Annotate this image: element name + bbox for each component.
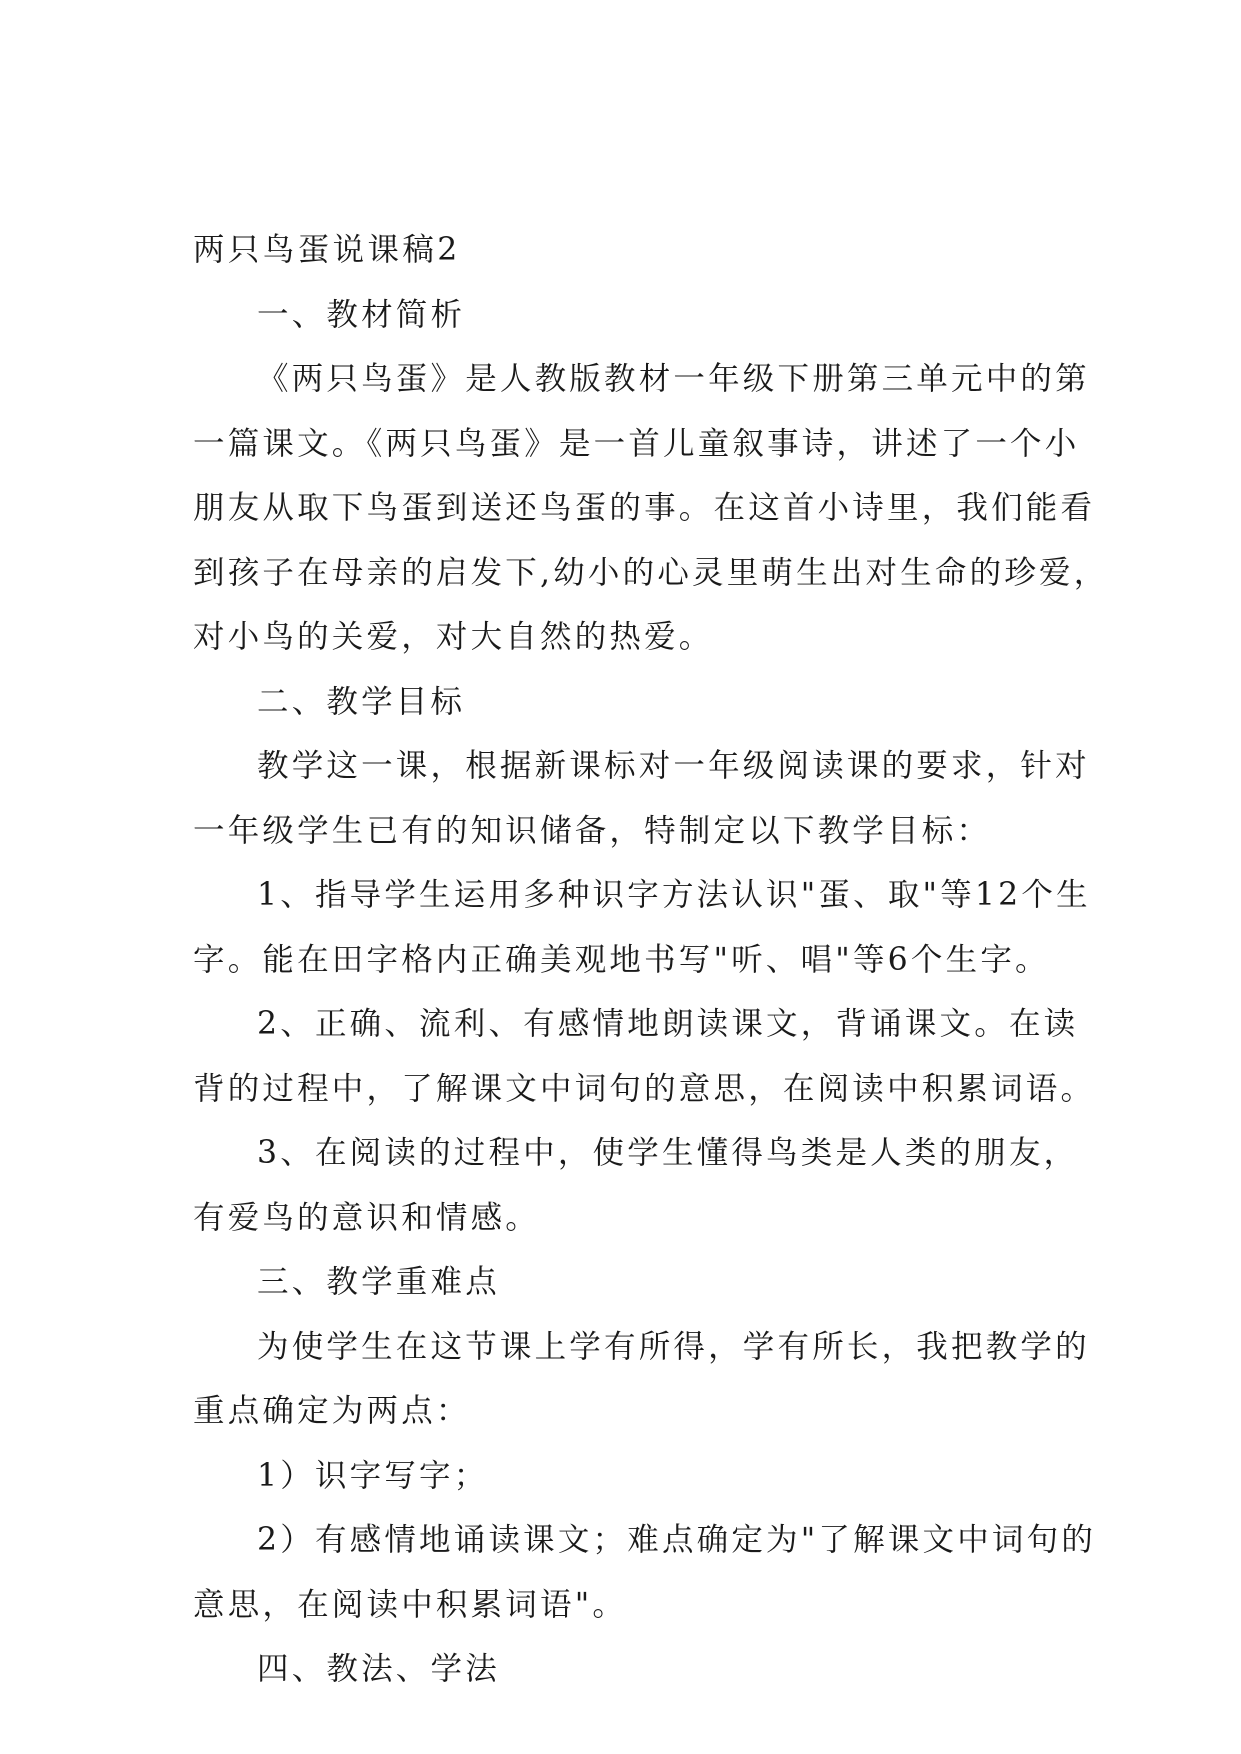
paragraph-line: 到孩子在母亲的启发下,幼小的心灵里萌生出对生命的珍爱， bbox=[193, 554, 1109, 591]
paragraph-line: 一年级学生已有的知识储备，特制定以下教学目标： bbox=[193, 812, 992, 849]
goal-item-1: 1、指导学生运用多种识字方法认识"蛋、取"等12个生 bbox=[257, 877, 1091, 913]
paragraph-line: 背的过程中，了解课文中词句的意思，在阅读中积累词语。 bbox=[193, 1070, 1096, 1107]
paragraph-line: 《两只鸟蛋》是人教版教材一年级下册第三单元中的第 bbox=[257, 361, 1090, 397]
paragraph-line: 重点确定为两点： bbox=[193, 1393, 471, 1429]
section-heading-methods: 四、教法、学法 bbox=[257, 1651, 500, 1687]
section-heading-textbook-analysis: 一、教材简析 bbox=[257, 296, 466, 333]
paragraph-line: 有爱鸟的意识和情感。 bbox=[193, 1199, 541, 1236]
section-heading-teaching-goals: 二、教学目标 bbox=[257, 683, 466, 720]
paragraph-line: 为使学生在这节课上学有所得，学有所长，我把教学的 bbox=[257, 1328, 1090, 1365]
paragraph-line: 对小鸟的关爱，对大自然的热爱。 bbox=[193, 619, 714, 655]
paragraph-line: 教学这一课，根据新课标对一年级阅读课的要求，针对 bbox=[257, 748, 1090, 784]
paragraph-line: 意思，在阅读中积累词语"。 bbox=[193, 1586, 628, 1623]
paragraph-line: 字。能在田字格内正确美观地书写"听、唱"等6个生字。 bbox=[193, 941, 1050, 978]
paragraph-line: 一篇课文。《两只鸟蛋》是一首儿童叙事诗，讲述了一个小 bbox=[193, 425, 1080, 462]
key-point-item-2: 2）有感情地诵读课文；难点确定为"了解课文中词句的 bbox=[257, 1522, 1097, 1558]
document-title: 两只鸟蛋说课稿2 bbox=[193, 232, 461, 268]
section-heading-key-points: 三、教学重难点 bbox=[257, 1264, 500, 1300]
key-point-item-1: 1）识字写字； bbox=[257, 1457, 489, 1494]
goal-item-2: 2、正确、流利、有感情地朗读课文，背诵课文。在读 bbox=[257, 1006, 1079, 1042]
goal-item-3: 3、在阅读的过程中，使学生懂得鸟类是人类的朋友， bbox=[257, 1135, 1079, 1171]
document-body bbox=[193, 218, 1109, 1702]
paragraph-line: 朋友从取下鸟蛋到送还鸟蛋的事。在这首小诗里，我们能看 bbox=[193, 490, 1096, 526]
